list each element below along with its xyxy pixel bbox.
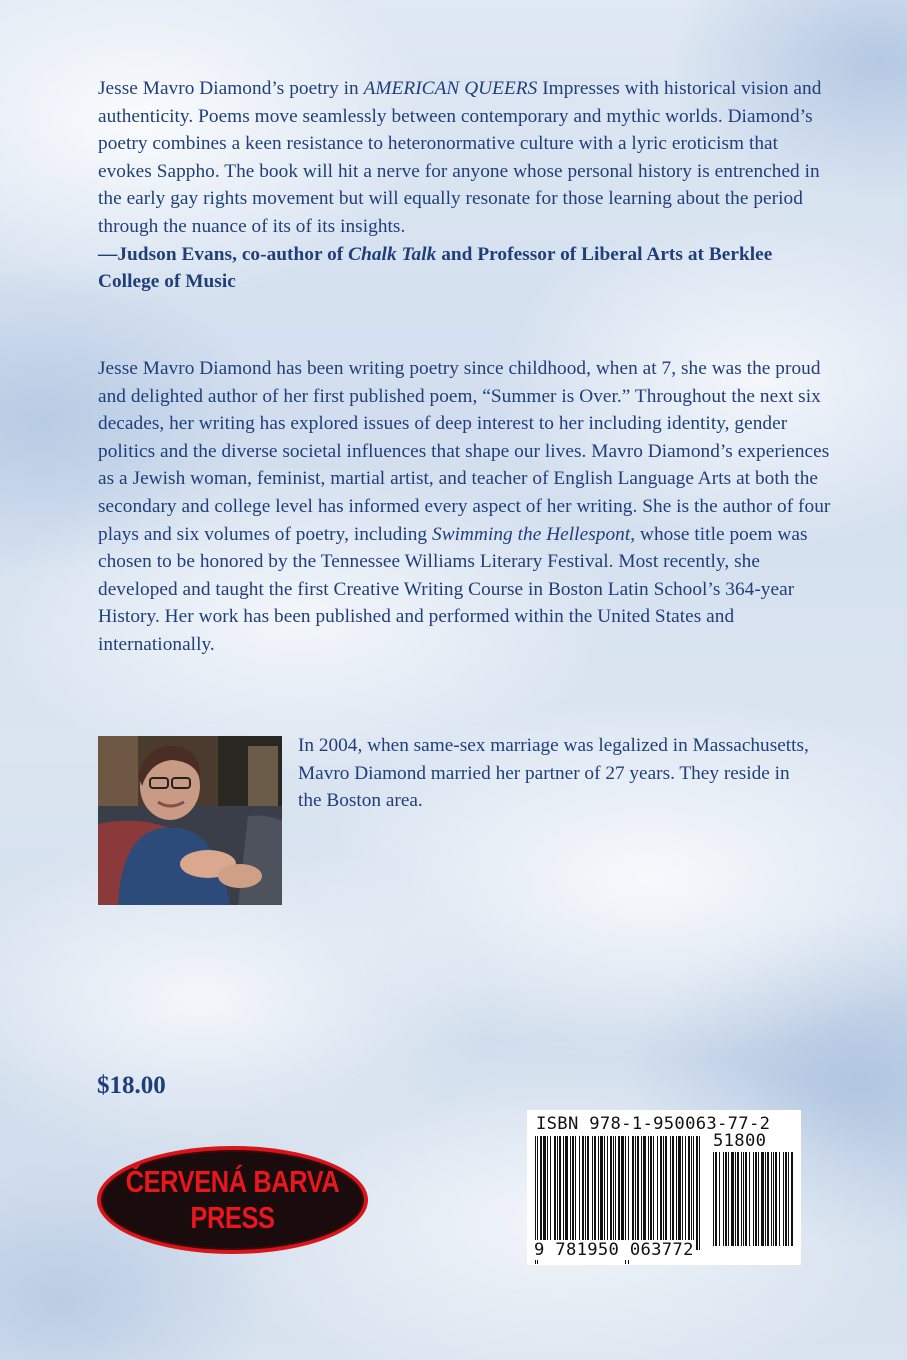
barcode-bar [715, 1152, 717, 1246]
review-paragraph [98, 75, 833, 241]
barcode-bar [731, 1152, 734, 1246]
barcode-bar [788, 1152, 789, 1246]
barcode-bar [643, 1136, 646, 1250]
barcode-bar [743, 1152, 744, 1246]
barcode-bar [632, 1136, 634, 1250]
barcode-bar [650, 1136, 652, 1250]
barcode-bar [758, 1152, 759, 1246]
bio-paragraph [98, 355, 833, 659]
attribution-lead: —Judson Evans, co-author of [98, 243, 349, 265]
barcode-bar [635, 1136, 636, 1250]
barcode-bar [570, 1136, 571, 1250]
barcode-bar [660, 1136, 662, 1250]
barcode-bar [592, 1136, 593, 1250]
barcode-bar [725, 1152, 727, 1246]
barcode-bar [728, 1152, 729, 1246]
bio-book-title: Swimming the Hellespont [432, 523, 631, 545]
barcode-bar [685, 1136, 686, 1250]
barcode-bar [613, 1136, 614, 1250]
barcode-bar [575, 1136, 576, 1250]
barcode-bar [559, 1136, 561, 1250]
attribution-role: and Professor of Liberal Arts at Berklee College of Music [98, 243, 773, 293]
barcode-bar [688, 1136, 690, 1250]
review-blurb [98, 75, 833, 296]
barcode-bar [765, 1152, 766, 1246]
author-photo [98, 736, 282, 905]
barcode-bar [641, 1136, 642, 1250]
barcode-bar [691, 1136, 692, 1250]
publisher-logo [97, 1146, 368, 1254]
barcode-bar [682, 1136, 683, 1250]
review-text-lead: Jesse Mavro Diamond’s poetry in [98, 78, 364, 99]
barcode-bar [791, 1152, 793, 1246]
barcode-bar [773, 1152, 774, 1246]
barcode-bar [676, 1136, 677, 1250]
review-text: Impresses with historical vision and authenticity. Poems move seamlessly between contemporary and mythic worlds. Diamond’s poetry combines a keen resistance to heteronormative culture with a lyric eroticism that evokes Sappho. The book will hit a nerve for anyone whose personal history is entrenched in the early gay rights movement but will equally resonate for those learning about the period through the nuance of its of its insights. [98, 78, 822, 237]
barcode-bar [547, 1136, 548, 1250]
addon-bars [713, 1152, 793, 1260]
barcode-bar [600, 1136, 603, 1250]
barcode-bar [749, 1152, 750, 1246]
barcode-bar [594, 1136, 596, 1250]
review-attribution [98, 241, 833, 296]
barcode-bar [699, 1136, 700, 1250]
barcode-bar [783, 1152, 784, 1246]
isbn-label: ISBN 978-1-950063-77-2 [536, 1114, 771, 1134]
isbn-barcode [527, 1110, 801, 1265]
publisher-name: ČERVENÁ BARVA [125, 1164, 340, 1199]
barcode-bar [719, 1152, 720, 1246]
publisher-press: PRESS [190, 1200, 275, 1235]
barcode-bar [585, 1136, 586, 1250]
barcode-bar [693, 1136, 694, 1250]
barcode-bar [563, 1136, 564, 1250]
barcode-bar [696, 1136, 698, 1250]
ean-digits: 9 781950 063772 [534, 1240, 694, 1260]
barcode-bar [637, 1136, 639, 1250]
barcode-bar [771, 1152, 772, 1246]
barcode-bar [648, 1136, 649, 1250]
barcode-bar [582, 1136, 584, 1250]
barcode-bar [663, 1136, 664, 1250]
author-photo-image [98, 736, 282, 905]
book-title: AMERICAN QUEERS [363, 78, 538, 99]
barcode-bar [745, 1152, 747, 1246]
barcode-bar [761, 1152, 764, 1246]
barcode-bar [604, 1136, 605, 1250]
barcode-bar [543, 1136, 546, 1250]
barcode-bar [775, 1152, 777, 1246]
barcode-bar [618, 1136, 620, 1250]
barcode-bar [540, 1136, 542, 1250]
barcode-bar [598, 1136, 599, 1250]
barcode-bar [672, 1136, 674, 1250]
barcode-bar [785, 1152, 787, 1246]
barcode-bar [610, 1136, 612, 1250]
barcode-bar [741, 1152, 742, 1246]
barcode-bar [587, 1136, 589, 1250]
barcode-bar [735, 1152, 736, 1246]
price-label: $18.00 [97, 1072, 166, 1099]
barcode-bar [665, 1136, 667, 1250]
barcode-bar [755, 1152, 757, 1246]
barcode-bar [723, 1152, 724, 1246]
barcode-bar [579, 1136, 580, 1250]
barcode-bar [621, 1136, 624, 1250]
barcode-bar [554, 1136, 556, 1250]
barcode-bar [657, 1136, 658, 1250]
bio-text-lead: Jesse Mavro Diamond has been writing poetry since childhood, when at 7, she was the proud and delighted author of her first published poem, “Summer is Over.” Throughout the next six decades, her writing has explored issues of deep interest to her including identity, gender politics and the diverse societal influences that shape our lives. Mavro Diamond’s experiences as a Jewish woman, feminist, martial artist, and teacher of English Language Arts at both the secondary and college level has informed every aspect of her writing. She is the author of four plays and six volumes of poetry, including [98, 358, 831, 545]
barcode-bar [779, 1152, 780, 1246]
barcode-bar [565, 1136, 568, 1250]
barcode-bar [572, 1136, 574, 1250]
barcode-bar [550, 1136, 551, 1250]
barcode-bar [557, 1136, 558, 1250]
barcode-bar [670, 1136, 671, 1250]
barcode-bar [678, 1136, 681, 1250]
author-bio [98, 355, 833, 659]
price-code-label: 51800 [713, 1131, 767, 1151]
barcode-bar [713, 1152, 714, 1246]
marriage-note: In 2004, when same-sex marriage was legalized in Massachusetts, Mavro Diamond married her partner of 27 years. They reside in the Boston area. [298, 735, 809, 812]
bio-text: , whose title poem was chosen to be honored by the Tennessee Williams Literary Festival. Most recently, she developed and taught the first Creative Writing Course in Boston Latin School’s 364-year History. Her work has been published and performed within the United States and internationally. [98, 523, 808, 655]
barcode-bar [653, 1136, 654, 1250]
barcode-bar [615, 1136, 616, 1250]
attribution-book-title: Chalk Talk [348, 243, 437, 265]
barcode-bar [737, 1152, 739, 1246]
barcode-bar [767, 1152, 769, 1246]
barcode-bar [607, 1136, 608, 1250]
barcode-bar [753, 1152, 754, 1246]
